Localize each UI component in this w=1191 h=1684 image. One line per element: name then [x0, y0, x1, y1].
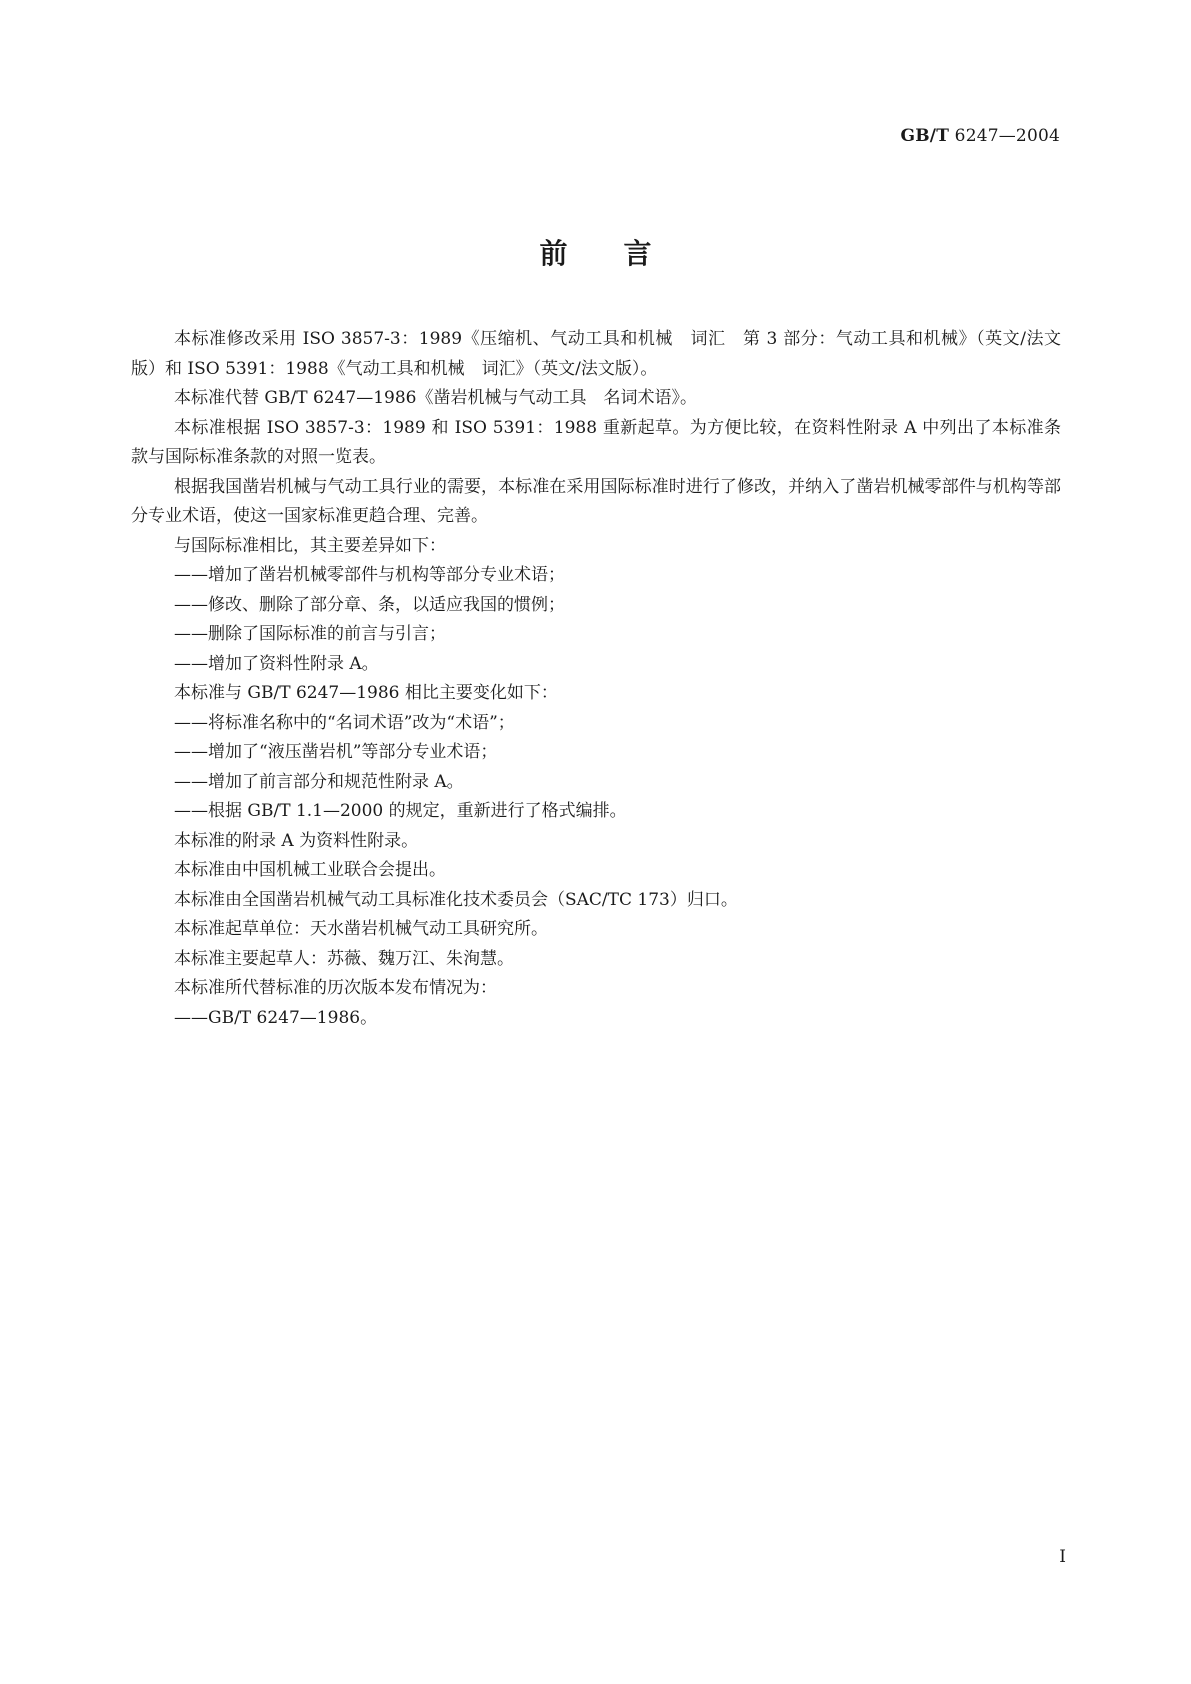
list-item: ——增加了凿岩机械零部件与机构等部分专业术语；: [174, 565, 565, 585]
paragraph: 本标准的附录 A 为资料性附录。: [174, 830, 419, 851]
list-item: ——增加了资料性附录 A。: [174, 653, 379, 674]
paragraph: 本标准起草单位：天水凿岩机械气动工具研究所。: [174, 919, 548, 939]
list-item: ——根据 GB/T 1.1—2000 的规定，重新进行了格式编排。: [174, 801, 627, 821]
page-number: I: [1059, 1547, 1066, 1567]
list-item: ——修改、删除了部分章、条，以适应我国的惯例；: [174, 594, 565, 615]
standard-prefix: GB/T: [900, 126, 950, 146]
standard-number-header: [901, 126, 1060, 146]
list-item: ——将标准名称中的“名词术语”改为“术语”；: [174, 712, 515, 733]
paragraph: 本标准主要起草人：苏薇、魏万江、朱洵慧。: [174, 948, 514, 969]
list-item: ——增加了前言部分和规范性附录 A。: [174, 771, 464, 792]
list-item: ——增加了“液压凿岩机”等部分专业术语；: [174, 742, 498, 762]
paragraph: 本标准修改采用 ISO 3857-3：1989《压缩机、气动工具和机械 词汇 第 3 部分：气动工具和机械》（英文/法文版）和 ISO 5391：1988《气动工具和机械 词汇》（英文/法文版）。: [131, 329, 1061, 379]
paragraph: 本标准所代替标准的历次版本发布情况为：: [174, 978, 497, 998]
page-title: 前言: [539, 237, 708, 270]
list-item: ——删除了国际标准的前言与引言；: [174, 624, 446, 644]
standard-number: 6247—2004: [954, 126, 1060, 146]
list-item: ——GB/T 6247—1986。: [174, 1007, 378, 1028]
paragraph: 本标准由全国凿岩机械气动工具标准化技术委员会（SAC/TC 173）归口。: [174, 889, 738, 910]
paragraph: 本标准与 GB/T 6247—1986 相比主要变化如下：: [174, 683, 558, 703]
paragraph: 本标准由中国机械工业联合会提出。: [174, 860, 446, 880]
paragraph: 本标准代替 GB/T 6247—1986《凿岩机械与气动工具 名词术语》。: [174, 388, 697, 408]
foreword-body: [131, 325, 1061, 1033]
paragraph: 与国际标准相比，其主要差异如下：: [174, 535, 446, 556]
paragraph: 根据我国凿岩机械与气动工具行业的需要，本标准在采用国际标准时进行了修改，并纳入了凿岩机械零部件与机构等部分专业术语，使这一国家标准更趋合理、完善。: [131, 476, 1061, 526]
paragraph: 本标准根据 ISO 3857-3：1989 和 ISO 5391：1988 重新起草。为方便比较，在资料性附录 A 中列出了本标准条款与国际标准条款的对照一览表。: [131, 417, 1061, 467]
